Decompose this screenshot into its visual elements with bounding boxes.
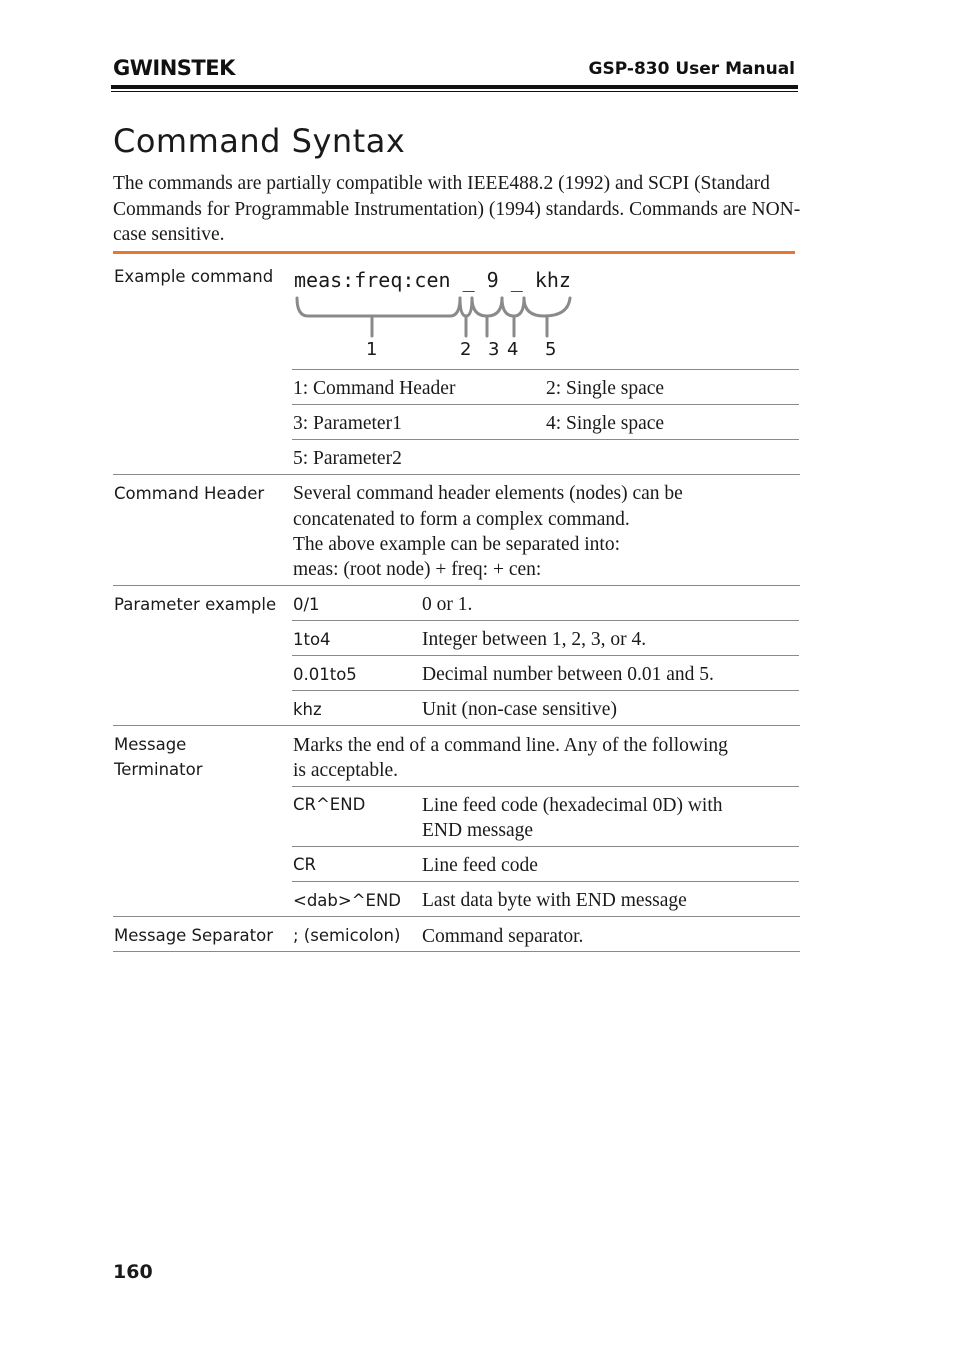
command-header-line: meas: (root node) + freq: + cen:: [293, 559, 542, 580]
separator-key: ; (semicolon): [293, 926, 401, 945]
message-terminator-intro: Marks the end of a command line. Any of the following: [293, 735, 728, 756]
example-command-text: meas:freq:cen _ 9 _ khz: [294, 268, 571, 292]
page-number: 160: [113, 1261, 153, 1283]
message-terminator-label: Terminator: [114, 760, 203, 779]
callout-number-2: 2: [460, 339, 472, 360]
row-divider: [292, 846, 799, 847]
command-header-line: Several command header elements (nodes) can be: [293, 483, 683, 504]
row-divider: [292, 881, 799, 882]
separator-desc: Command separator.: [422, 926, 584, 947]
brace-5: [524, 298, 570, 316]
command-header-line: concatenated to form a complex command.: [293, 509, 630, 530]
message-separator-label: Message Separator: [114, 926, 274, 945]
section-divider: [113, 725, 800, 726]
section-divider: [113, 916, 800, 917]
section-divider: [113, 951, 800, 952]
row-divider: [292, 620, 799, 621]
terminator-key: CR^END: [293, 795, 366, 814]
parameter-key: 1to4: [293, 630, 331, 649]
terminator-desc: Line feed code: [422, 855, 538, 876]
brace-4: [502, 298, 524, 316]
part-cell: 4: Single space: [546, 413, 665, 434]
callout-number-4: 4: [507, 339, 519, 360]
row-divider: [292, 439, 799, 440]
section-divider: [113, 585, 800, 586]
terminator-key: <dab>^END: [293, 891, 402, 910]
command-header-line: The above example can be separated into:: [293, 534, 621, 555]
section-divider: [113, 474, 800, 475]
part-cell: 1: Command Header: [293, 378, 456, 399]
part-cell: 3: Parameter1: [293, 413, 402, 434]
callout-number-3: 3: [488, 339, 500, 360]
brace-2: [460, 298, 472, 316]
header-rule-thin: [111, 91, 798, 92]
manual-title: GSP-830 User Manual: [588, 59, 795, 79]
example-command-label: Example command: [114, 267, 274, 286]
terminator-key: CR: [293, 855, 316, 874]
parameter-key: khz: [293, 700, 322, 719]
row-divider: [292, 786, 799, 787]
row-divider: [292, 369, 799, 370]
row-divider: [292, 404, 799, 405]
header-rule-thick: [111, 85, 798, 89]
row-divider: [292, 655, 799, 656]
part-cell: 5: Parameter2: [293, 448, 402, 469]
message-terminator-label: Message: [114, 735, 187, 754]
terminator-desc: END message: [422, 820, 534, 841]
brace-3: [472, 298, 502, 316]
parameter-desc: Unit (non-case sensitive): [422, 699, 617, 720]
parameter-example-label: Parameter example: [114, 595, 277, 614]
parameter-desc: 0 or 1.: [422, 594, 473, 615]
row-divider: [292, 690, 799, 691]
parameter-desc: Integer between 1, 2, 3, or 4.: [422, 629, 647, 650]
terminator-desc: Last data byte with END message: [422, 890, 687, 911]
message-terminator-intro: is acceptable.: [293, 760, 399, 781]
command-header-label: Command Header: [114, 484, 265, 503]
intro-paragraph: The commands are partially compatible with IEEE488.2 (1992) and SCPI (Standard Commands for Programmable Instrumentation) (1994) standards. Commands are NON-case sensitive.: [113, 173, 801, 245]
callout-number-1: 1: [366, 339, 378, 360]
brace-1: [297, 298, 460, 316]
command-brace-diagram: [290, 296, 580, 340]
section-rule: [113, 251, 795, 254]
parameter-desc: Decimal number between 0.01 and 5.: [422, 664, 714, 685]
parameter-key: 0/1: [293, 595, 320, 614]
page-title: Command Syntax: [113, 122, 406, 160]
terminator-desc: Line feed code (hexadecimal 0D) with: [422, 795, 723, 816]
brand-logo: GWINSTEK: [113, 56, 235, 80]
part-cell: 2: Single space: [546, 378, 665, 399]
callout-number-5: 5: [545, 339, 557, 360]
parameter-key: 0.01to5: [293, 665, 357, 684]
